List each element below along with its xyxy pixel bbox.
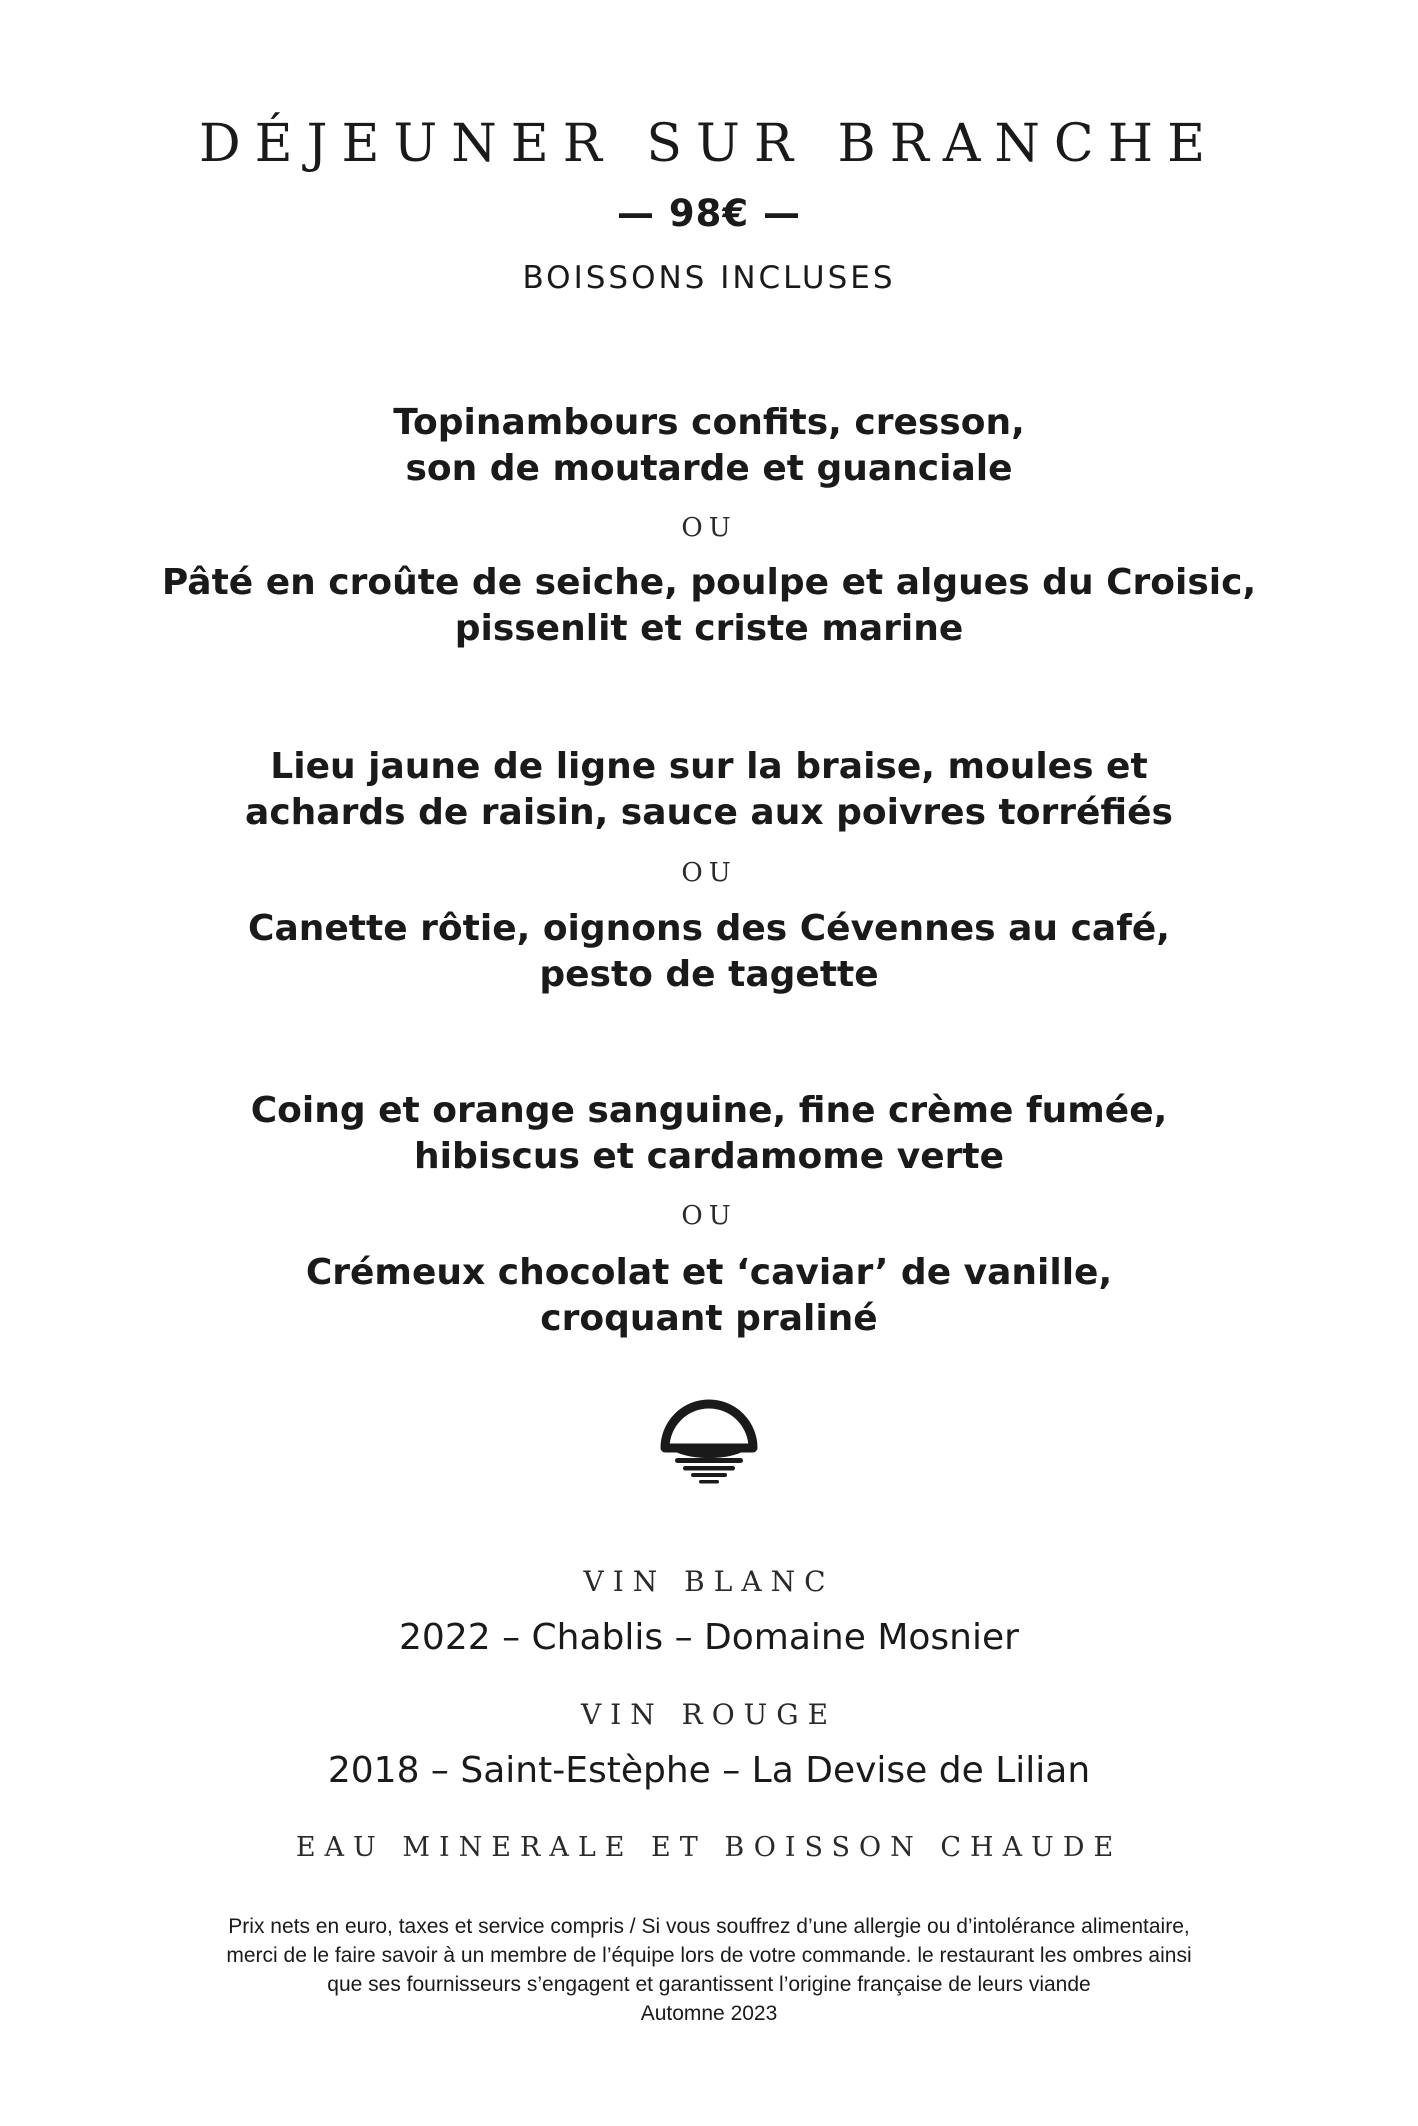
footer-line-1: Prix nets en euro, taxes et service compris / Si vous souffrez d’une allergie ou d’intolérance alimentaire, xyxy=(228,1915,1190,1938)
red-wine-name: 2018 – Saint-Estèphe – La Devise de Lilian xyxy=(327,1750,1091,1791)
white-wine-heading: VIN BLANC xyxy=(583,1565,835,1598)
starter-separator: OU xyxy=(681,513,737,543)
main-separator: OU xyxy=(681,858,737,888)
red-wine-heading: VIN ROUGE xyxy=(580,1698,838,1731)
water-and-hot-drink: EAU MINERALE ET BOISSON CHAUDE xyxy=(295,1832,1123,1863)
dessert-option-b: Crémeux chocolat et ‘caviar’ de vanille, croquant praliné xyxy=(305,1252,1113,1339)
footer-season: Automne 2023 xyxy=(640,2002,778,2025)
menu-subtitle: BOISSONS INCLUSES xyxy=(522,260,896,296)
main-option-a: Lieu jaune de ligne sur la braise, moules et achards de raisin, sauce aux poivres torréfiés xyxy=(245,746,1173,833)
footer-line-2: merci de le faire savoir à un membre de l’équipe lors de votre commande. le restaurant les ombres ainsi xyxy=(226,1944,1192,1967)
dessert-option-a: Coing et orange sanguine, fine crème fumée, hibiscus et cardamome verte xyxy=(250,1090,1168,1177)
footer-line-3: que ses fournisseurs s’engagent et garantissent l’origine française de leurs viande xyxy=(327,1973,1091,1996)
white-wine-name: 2022 – Chablis – Domaine Mosnier xyxy=(399,1617,1019,1658)
menu-title: DÉJEUNER SUR BRANCHE xyxy=(198,114,1220,174)
starter-option-b: Pâté en croûte de seiche, poulpe et algues du Croisic, pissenlit et criste marine xyxy=(161,562,1257,649)
starter-option-a: Topinambours confits, cresson, son de moutarde et guanciale xyxy=(393,402,1025,489)
footer-notes xyxy=(80,1912,1338,2028)
sunset-logo-icon xyxy=(657,1382,761,1486)
dessert-separator: OU xyxy=(681,1201,737,1231)
main-option-b: Canette rôtie, oignons des Cévennes au café, pesto de tagette xyxy=(248,908,1170,995)
menu-price: — 98€ — xyxy=(617,192,801,235)
